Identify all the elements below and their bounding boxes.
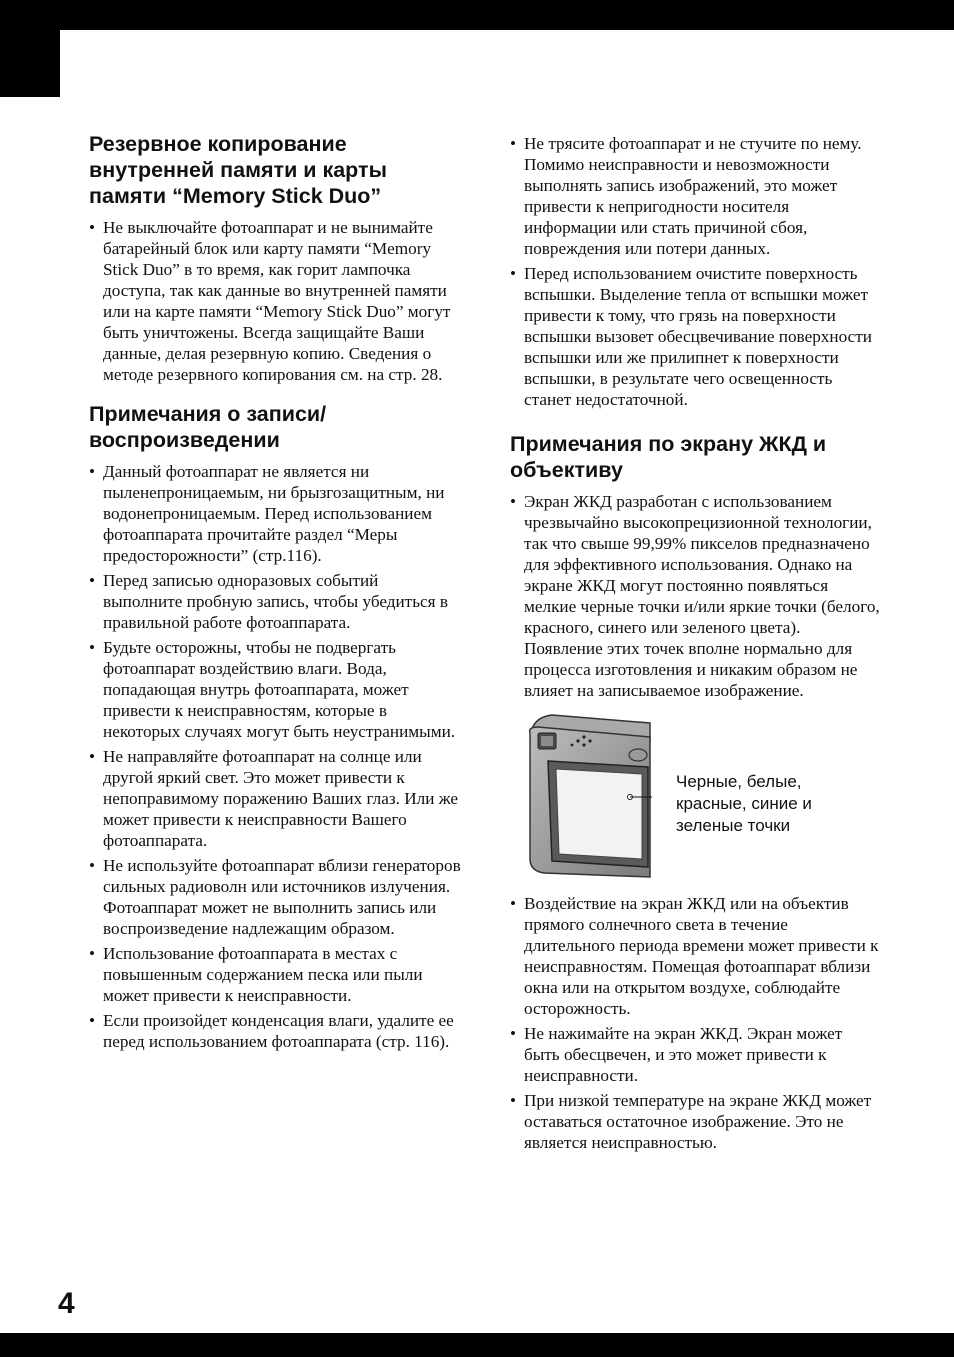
recording-notes-list — [89, 461, 461, 1052]
left-column — [89, 131, 461, 1056]
section-title-lcd-notes: Примечания по экрану ЖКД и объективу — [510, 432, 827, 482]
list-item: • При низкой температуре на экране ЖКД может оставаться остаточное изображение. Это не является неисправностью. — [510, 1090, 882, 1153]
list-item: • Данный фотоаппарат не является ни пыленепроницаемым, ни брызгозащитным, ни водонепроницаемым. Перед использованием фотоаппарата прочитайте раздел “Меры предосторожности” (стр.116). — [89, 461, 461, 566]
camera-illustration — [526, 711, 652, 881]
bottom-black-bar — [0, 1333, 954, 1357]
lcd-notes-list-continued — [510, 893, 882, 1153]
list-item: • Не используйте фотоаппарат вблизи генераторов сильных радиоволн или источников излучения. Фотоаппарат может не выполнить запись или воспроизведение надлежащим образом. — [89, 855, 461, 939]
backup-list — [89, 217, 461, 385]
section-title-backup: Резервное копирование внутренней памяти и карты памяти “Memory Stick Duo” — [89, 132, 387, 208]
section-title-recording-notes: Примечания о записи/ воспроизведении — [89, 402, 327, 452]
list-item: • Использование фотоаппарата в местах с повышенным содержанием песка или пыли может привести к неисправности. — [89, 943, 461, 1006]
list-item: • Не выключайте фотоаппарат и не вынимайте батарейный блок или карту памяти “Memory Stick Duo” в то время, как горит лампочка доступа, так как данные во внутренней памяти или на карте памяти “Memory Stick Duo” могут быть уничтожены. Всегда защищайте Ваши данные, делая резервную копию. Сведения о методе резервного копирования см. на стр. 28. — [89, 217, 461, 385]
camera-lcd-figure — [510, 711, 882, 887]
lcd-notes-list — [510, 491, 882, 701]
list-item: • Воздействие на экран ЖКД или на объектив прямого солнечного света в течение длительного периода времени может привести к неисправностям. Помещая фотоаппарат вблизи окна или на открытом воздухе, соблюдайте осторожность. — [510, 893, 882, 1019]
page-number: 4 — [58, 1287, 75, 1320]
list-item: • Не нажимайте на экран ЖКД. Экран может быть обесцвечен, и это может привести к неисправности. — [510, 1023, 882, 1086]
list-item: • Не трясите фотоаппарат и не стучите по нему. Помимо неисправности и невозможности выполнять запись изображений, это может привести к непригодности носителя информации или стать причиной сбоя, повреждения или потери данных. — [510, 133, 882, 259]
list-item: • Если произойдет конденсация влаги, удалите ее перед использованием фотоаппарата (стр. 116). — [89, 1010, 461, 1052]
top-corner-tab — [0, 0, 60, 97]
list-item: • Перед записью одноразовых событий выполните пробную запись, чтобы убедиться в правильной работе фотоаппарата. — [89, 570, 461, 633]
list-item: • Будьте осторожны, чтобы не подвергать фотоаппарат воздействию влаги. Вода, попадающая внутрь фотоаппарата, может привести к неисправностям, которые в некоторых случаях могут быть неустранимыми. — [89, 637, 461, 742]
list-item: • Экран ЖКД разработан с использованием чрезвычайно высокопрецизионной технологии, так что свыше 99,99% пикселов предназначено для эффективного использования. Однако на экране ЖКД могут постоянно появляться мелкие черные точки и/или яркие точки (белого, красного, синего или зеленого цвета). Появление этих точек вполне нормально для процесса изготовления и никаким образом не влияет на записываемое изображение. — [510, 491, 882, 701]
list-item: • Перед использованием очистите поверхность вспышки. Выделение тепла от вспышки может привести к тому, что грязь на поверхности вспышки вызовет обесцвечивание поверхности вспышки или же прилипнет к поверхности вспышки, в результате чего освещенность станет недостаточной. — [510, 263, 882, 410]
list-item: • Не направляйте фотоаппарат на солнце или другой яркий свет. Это может привести к непоправимому поражению Ваших глаз. Или же может привести к неисправности Вашего фотоаппарата. — [89, 746, 461, 851]
right-column — [510, 133, 882, 1157]
figure-callout-label: Черные, белые, красные, синие и зеленые точки — [676, 772, 812, 835]
top-black-bar — [0, 0, 954, 30]
handling-list — [510, 133, 882, 410]
